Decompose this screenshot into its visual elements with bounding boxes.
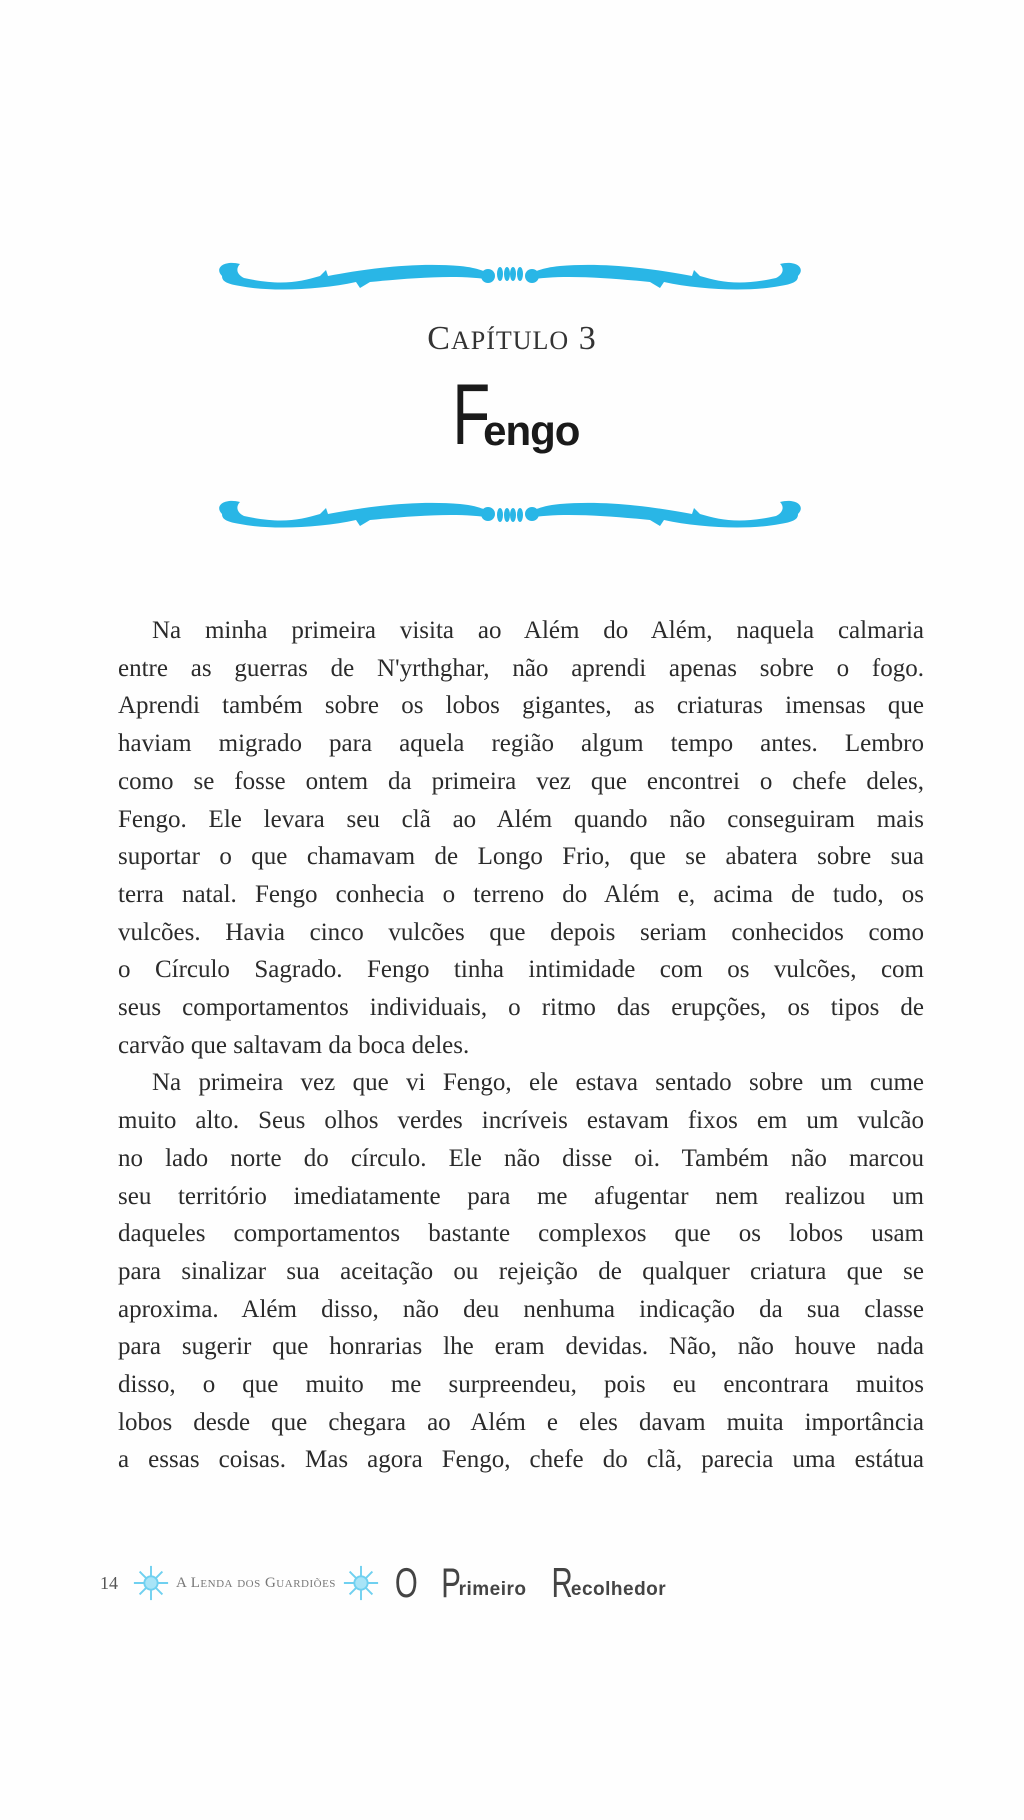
book-title-word-initial: O bbox=[394, 1559, 418, 1606]
text-line: a essas coisas. Mas agora Fengo, chefe do clã, parecia uma estátua bbox=[118, 1446, 924, 1474]
paragraph-1 bbox=[118, 612, 924, 1064]
text-line: suportar o que chamavam de Longo Frio, que se abatera sobre sua bbox=[118, 843, 924, 871]
text-line: daqueles comportamentos bastante complexos que os lobos usam bbox=[118, 1220, 924, 1248]
chapter-title-initial: F bbox=[451, 367, 490, 463]
text-line: Na minha primeira visita ao Além do Além, naquela calmaria bbox=[152, 617, 924, 644]
text-line: entre as guerras de N'yrthghar, não aprendi apenas sobre o fogo. bbox=[118, 654, 924, 682]
book-title bbox=[390, 1559, 686, 1607]
text-line: no lado norte do círculo. Ele não disse oi. Também não marcou bbox=[118, 1144, 924, 1172]
text-line: aproxima. Além disso, não deu nenhuma indicação da sua classe bbox=[118, 1295, 924, 1323]
text-line: como se fosse ontem da primeira vez que encontrei o chefe deles, bbox=[118, 767, 924, 795]
paragraph-2 bbox=[118, 1064, 924, 1479]
chapter-label-rest: APÍTULO bbox=[450, 326, 570, 355]
chapter-title-rest: engo bbox=[483, 407, 580, 454]
text-line: para sinalizar sua aceitação ou rejeição de qualquer criatura que se bbox=[118, 1257, 924, 1285]
chapter-label bbox=[0, 320, 1024, 358]
text-line: Fengo. Ele levara seu clã ao Além quando não conseguiram mais bbox=[118, 805, 924, 833]
flourish-icon bbox=[210, 252, 810, 298]
text-line: lobos desde que chegara ao Além e eles davam muita importância bbox=[118, 1408, 924, 1436]
page-footer bbox=[100, 1558, 686, 1608]
flourish-icon bbox=[210, 490, 810, 536]
text-line: vulcões. Havia cinco vulcões que depois seriam conhecidos como bbox=[118, 918, 924, 946]
text-line: Aprendi também sobre os lobos gigantes, as criaturas imensas que bbox=[118, 692, 924, 720]
bottom-flourish-ornament bbox=[210, 490, 810, 536]
page-number: 14 bbox=[100, 1572, 118, 1593]
text-line: carvão que saltavam da boca deles. bbox=[118, 1031, 470, 1059]
text-line: terra natal. Fengo conhecia o terreno do Além e, acima de tudo, os bbox=[118, 880, 924, 908]
text-line: Na primeira vez que vi Fengo, ele estava sentado sobre um cume bbox=[152, 1069, 924, 1097]
book-title-word-initial: R bbox=[551, 1559, 573, 1606]
chapter-body bbox=[118, 612, 924, 1479]
text-line: seu território imediatamente para me afugentar nem realizou um bbox=[118, 1182, 924, 1210]
text-line: para sugerir que honrarias lhe eram devidas. Não, não houve nada bbox=[118, 1333, 924, 1361]
series-name: A Lenda dos Guardiões bbox=[176, 1574, 336, 1591]
text-line: seus comportamentos individuais, o ritmo das erupções, os tipos de bbox=[118, 994, 924, 1022]
chapter-label-initial: C bbox=[427, 320, 451, 357]
text-line: disso, o que muito me surpreendeu, pois eu encontrara muitos bbox=[118, 1371, 924, 1399]
snowflake-icon bbox=[132, 1564, 170, 1602]
book-title-word-rest: ecolhedor bbox=[570, 1579, 667, 1600]
text-line: o Círculo Sagrado. Fengo tinha intimidade com os vulcões, com bbox=[118, 956, 924, 984]
chapter-number: 3 bbox=[578, 320, 597, 357]
snowflake-icon bbox=[342, 1564, 380, 1602]
text-line: muito alto. Seus olhos verdes incríveis estavam fixos em um vulcão bbox=[118, 1107, 924, 1135]
book-title-word-initial: P bbox=[440, 1559, 461, 1606]
chapter-title bbox=[0, 367, 1024, 463]
text-line: haviam migrado para aquela região algum tempo antes. Lembro bbox=[118, 730, 924, 758]
top-flourish-ornament bbox=[210, 252, 810, 298]
book-title-word-rest: rimeiro bbox=[458, 1579, 527, 1600]
